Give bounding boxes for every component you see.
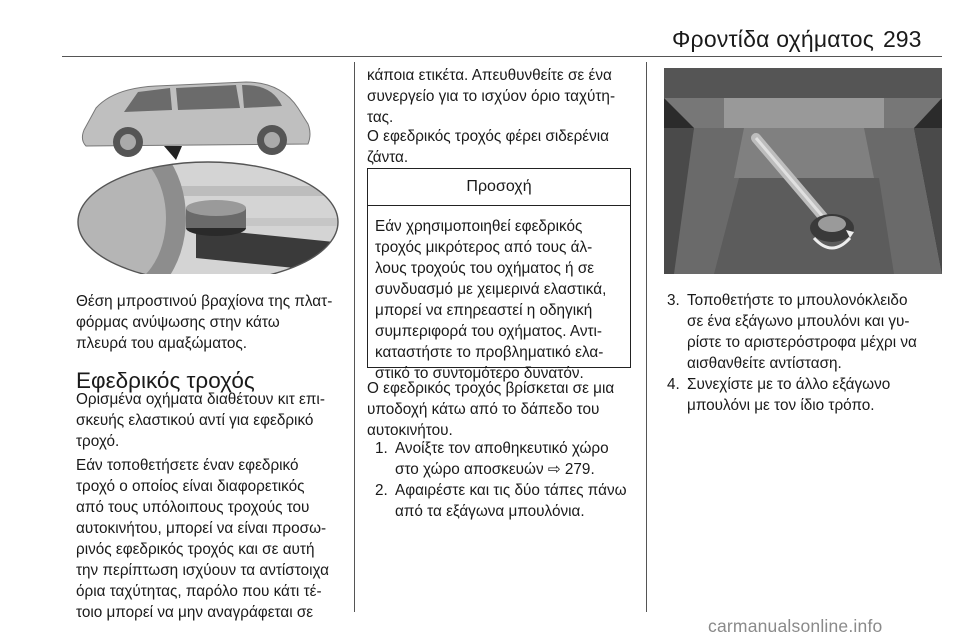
text-line: Εάν τοποθετήσετε έναν εφεδρικό bbox=[76, 457, 299, 474]
step-text bbox=[395, 480, 627, 522]
step-number: 1. bbox=[375, 440, 388, 457]
watermark: carmanualsonline.info bbox=[708, 616, 883, 636]
column-divider-right bbox=[646, 62, 647, 612]
warning-title: Προσοχή bbox=[368, 169, 630, 206]
warning-line: καταστήστε το προβληματικό ελα- bbox=[375, 344, 604, 361]
text-line: ρινός εφεδρικός τροχός και σε αυτή bbox=[76, 541, 315, 558]
wheel-wrench-illustration bbox=[664, 68, 942, 274]
step-text bbox=[687, 374, 890, 416]
step-number: 4. bbox=[667, 376, 680, 393]
text-line: σκευής ελαστικού αντί για εφεδρικό bbox=[76, 412, 314, 429]
paragraph-kit bbox=[76, 389, 348, 452]
text-line: ζάντα. bbox=[367, 149, 409, 166]
warning-line: Εάν χρησιμοποιηθεί εφεδρικός bbox=[375, 218, 583, 235]
step-line: αισθανθείτε αντίσταση. bbox=[687, 355, 842, 372]
warning-line: τροχός μικρότερος από τους άλ- bbox=[375, 239, 593, 256]
text-line: όρια ταχύτητας, παρόλο που κάτι τέ- bbox=[76, 583, 322, 600]
paragraph-spare-wheel bbox=[76, 455, 348, 623]
caption-line: Θέση μπροστινού βραχίονα της πλατ- bbox=[76, 293, 333, 310]
warning-line: στικό το συντομότερο δυνατόν. bbox=[375, 365, 584, 382]
text-line: από τους υπόλοιπους τροχούς του bbox=[76, 499, 310, 516]
page-number: 293 bbox=[883, 26, 922, 52]
warning-box bbox=[367, 168, 631, 382]
header-rule bbox=[62, 56, 942, 57]
warning-line: λους τροχούς του οχήματος ή σε bbox=[375, 260, 595, 277]
warning-line: συμπεριφορά του οχήματος. Αντι- bbox=[375, 323, 603, 340]
caption-line: φόρμας ανύψωσης στην κάτω bbox=[76, 314, 280, 331]
warning-text bbox=[368, 206, 630, 384]
text-line: αυτοκινήτου, μπορεί να είναι προσω- bbox=[76, 520, 327, 537]
text-line: τοιο μπορεί να μην αναγράφεται σε bbox=[76, 604, 314, 621]
text-line: τροχό. bbox=[76, 433, 120, 450]
step-line: σε ένα εξάγωνο μπουλόνι και γυ- bbox=[687, 313, 910, 330]
text-line: την περίπτωση ισχύουν τα αντίστοιχα bbox=[76, 562, 329, 579]
step-number: 2. bbox=[375, 482, 388, 499]
step-line: Αφαιρέστε και τις δύο τάπες πάνω bbox=[395, 482, 627, 499]
text-line: Ο εφεδρικός τροχός βρίσκεται σε μια bbox=[367, 380, 615, 397]
text-line: τροχό ο οποίος είναι διαφορετικός bbox=[76, 478, 305, 495]
column-divider-left bbox=[354, 62, 355, 612]
step-line: Συνεχίστε με το άλλο εξάγωνο bbox=[687, 376, 891, 393]
warning-line: συνδυασμό με χειμερινά ελαστικά, bbox=[375, 281, 607, 298]
text-line: αυτοκινήτου. bbox=[367, 422, 453, 439]
step-line: μπουλόνι με τον ίδιο τρόπο. bbox=[687, 397, 875, 414]
step-line: από τα εξάγωνα μπουλόνια. bbox=[395, 503, 585, 520]
section-heading: Εφεδρικός τροχός bbox=[76, 368, 255, 393]
step-line: στο χώρο αποσκευών ⇨ 279. bbox=[395, 461, 595, 478]
step-line: Ανοίξτε τον αποθηκευτικό χώρο bbox=[395, 440, 609, 457]
lift-point-illustration bbox=[76, 68, 344, 274]
step-text bbox=[395, 438, 609, 480]
step-line: Τοποθετήστε το μπουλονόκλειδο bbox=[687, 292, 908, 309]
paragraph-continued bbox=[367, 65, 639, 128]
text-line: υποδοχή κάτω από το δάπεδο του bbox=[367, 401, 600, 418]
text-line: κάποια ετικέτα. Απευθυνθείτε σε ένα bbox=[367, 67, 612, 84]
paragraph-location bbox=[367, 378, 639, 441]
caption-line: πλευρά του αμαξώματος. bbox=[76, 335, 248, 352]
step-text bbox=[687, 290, 917, 374]
page-header-title: Φροντίδα οχήματος bbox=[672, 26, 875, 52]
step-line: ρίστε το αριστερόστροφα μέχρι να bbox=[687, 334, 917, 351]
text-line: συνεργείο για το ισχύον όριο ταχύτη- bbox=[367, 88, 616, 105]
warning-line: μπορεί να επηρεαστεί η οδηγική bbox=[375, 302, 593, 319]
step-4 bbox=[667, 374, 947, 416]
step-number: 3. bbox=[667, 292, 680, 309]
step-2 bbox=[375, 480, 641, 522]
text-line: τας. bbox=[367, 109, 394, 126]
text-line: Ορισμένα οχήματα διαθέτουν κιτ επι- bbox=[76, 391, 325, 408]
step-1 bbox=[375, 438, 641, 480]
paragraph-steel-rim bbox=[367, 126, 639, 168]
text-line: Ο εφεδρικός τροχός φέρει σιδερένια bbox=[367, 128, 609, 145]
step-3 bbox=[667, 290, 947, 374]
figure-caption bbox=[76, 291, 348, 354]
